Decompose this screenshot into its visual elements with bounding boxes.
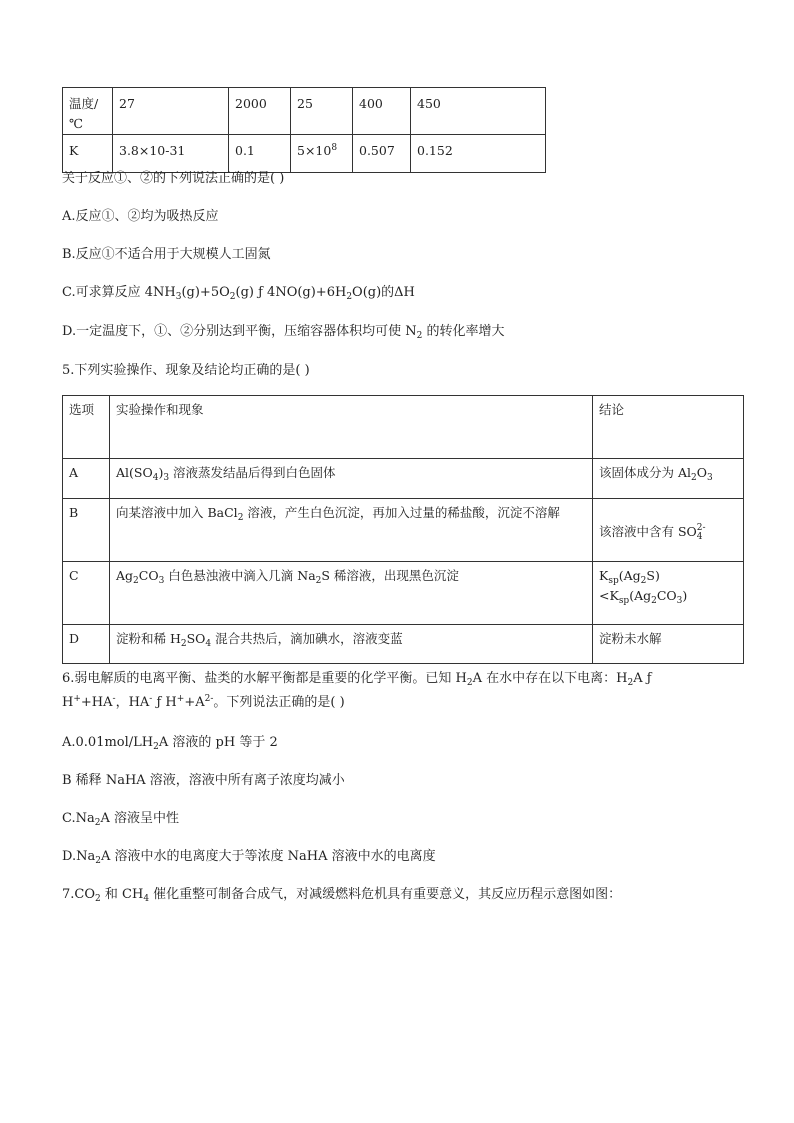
- row-label: D: [63, 625, 110, 664]
- k-table: [62, 87, 546, 173]
- q4-stem: 关于反应①、②的下列说法正确的是( ): [62, 171, 285, 186]
- q4-option-d: D.一定温度下，①、②分别达到平衡，压缩容器体积均可使 $N_2$ 的转化率增大: [62, 324, 505, 341]
- table-cell: $5\times 10^8$: [291, 135, 353, 173]
- table-cell: 3.8×10-31: [113, 135, 229, 173]
- operation-cell: $Al(SO_4)_3$ 溶液蒸发结晶后得到白色固体: [110, 459, 593, 499]
- conclusion-cell: 该溶液中含有 SO2- 4: [593, 499, 744, 562]
- table-row: [63, 396, 744, 459]
- q6-stem-line1: 6.弱电解质的电离平衡、盐类的水解平衡都是重要的化学平衡。已知 $H_2A$ 在水中存在以下电离：$H_2A$ ƒ: [62, 671, 652, 688]
- operation-cell: $Ag_2CO_3$ 白色悬浊液中滴入几滴 $Na_2S$ 稀溶液，出现黑色沉淀: [110, 562, 593, 625]
- q7-stem: $7.CO_2$ 和 $CH_4$ 催化重整可制备合成气，对减缓燃料危机具有重要意义，其反应历程示意图如图：: [62, 887, 622, 904]
- row-label: B: [63, 499, 110, 562]
- table-cell: 温度/℃: [63, 88, 113, 135]
- table-cell: 450: [411, 88, 546, 135]
- table-row: [63, 135, 546, 173]
- q6-option-d: $D.Na_2A$ 溶液中水的电离度大于等浓度 NaHA 溶液中水的电离度: [62, 849, 436, 866]
- table-row: [63, 499, 744, 562]
- q6-stem-line2: H++HA-，HA- ƒ $H^++A^{2-}$。下列说法正确的是( ): [62, 694, 345, 710]
- table-row: [63, 459, 744, 499]
- table-cell: K: [63, 135, 113, 173]
- row-label: C: [63, 562, 110, 625]
- table-cell: 27: [113, 88, 229, 135]
- experiment-table: [62, 395, 744, 664]
- q6-option-a: $A.0.01mol/LH_2A$ 溶液的 pH 等于 2: [62, 735, 278, 752]
- table-header: 选项: [63, 396, 110, 459]
- operation-cell: 淀粉和稀 $H_2SO_4$ 混合共热后，滴加碘水，溶液变蓝: [110, 625, 593, 664]
- conclusion-cell: $K_{sp}(Ag_2S)<K_{sp}(Ag_2CO_3)$: [593, 562, 744, 625]
- q6-option-c: $C.Na_2A$ 溶液呈中性: [62, 811, 180, 828]
- q6-option-b: B 稀释 NaHA 溶液，溶液中所有离子浓度均减小: [62, 773, 345, 788]
- table-row: [63, 625, 744, 664]
- table-cell: 0.1: [229, 135, 291, 173]
- q5-stem: 5.下列实验操作、现象及结论均正确的是( ): [62, 363, 310, 378]
- row-label: A: [63, 459, 110, 499]
- q4-option-a: A.反应①、②均为吸热反应: [62, 209, 219, 224]
- q4-option-c: C.可求算反应 $4NH_3(g)+5O_2(g)$ ƒ $4NO(g)+6H_2O(g)$的ΔH: [62, 285, 415, 302]
- table-header: 实验操作和现象: [110, 396, 593, 459]
- table-cell: 0.507: [353, 135, 411, 173]
- operation-cell: 向某溶液中加入 BaCl$_2$ 溶液，产生白色沉淀，再加入过量的稀盐酸，沉淀不溶解: [110, 499, 593, 562]
- table-row: [63, 562, 744, 625]
- table-cell: 0.152: [411, 135, 546, 173]
- table-cell: 2000: [229, 88, 291, 135]
- table-header: 结论: [593, 396, 744, 459]
- conclusion-cell: 该固体成分为 $Al_2O_3$: [593, 459, 744, 499]
- q4-option-b: B.反应①不适合用于大规模人工固氮: [62, 247, 271, 262]
- table-cell: 400: [353, 88, 411, 135]
- table-row: [63, 88, 546, 135]
- conclusion-cell: 淀粉未水解: [593, 625, 744, 664]
- table-cell: 25: [291, 88, 353, 135]
